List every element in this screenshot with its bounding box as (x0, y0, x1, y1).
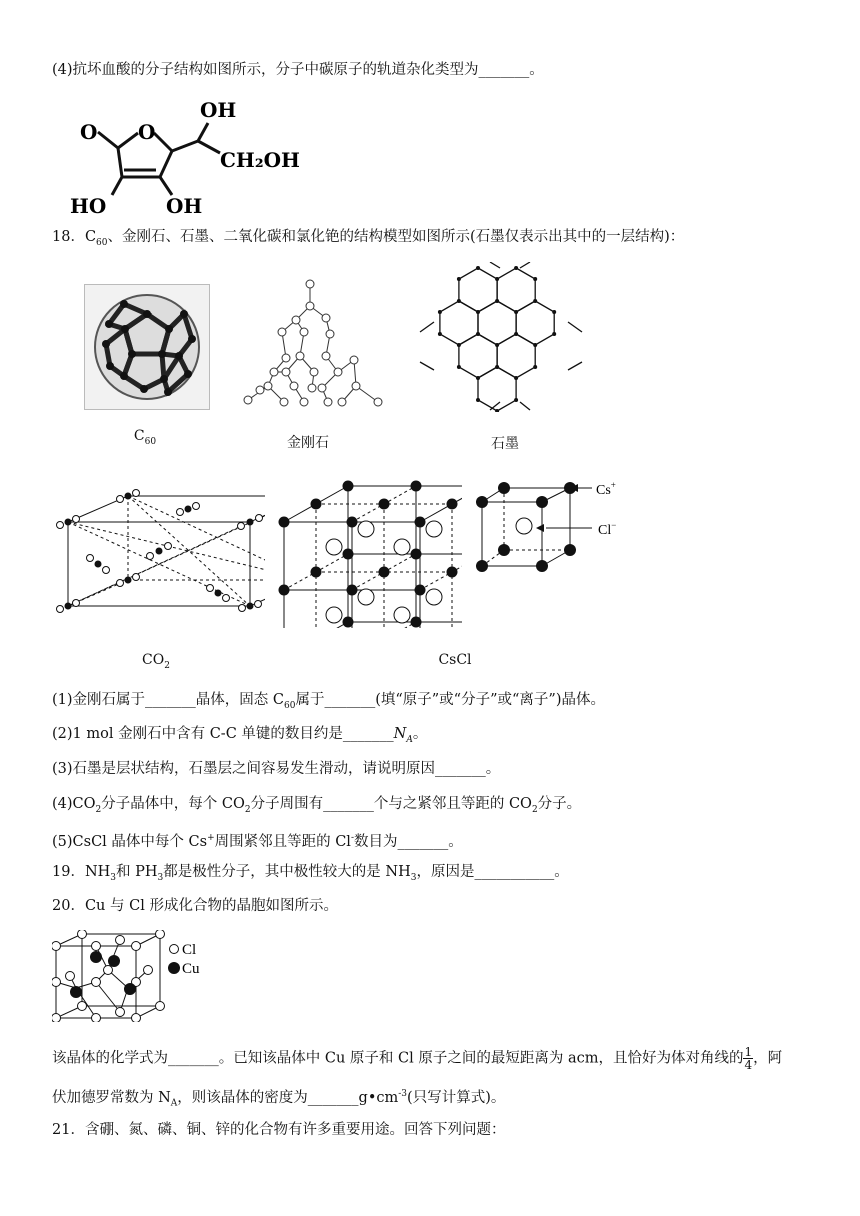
cs-ion (411, 549, 422, 560)
graphite-edge-bond (490, 402, 500, 410)
graphite-carbon-atom (457, 343, 461, 347)
question-18-2: (2)1 mol 金刚石中含有 C-C 单键的数目约是$\_\_\_\_\_\_\_N_A$。 (52, 726, 428, 745)
one-quarter-fraction: $\frac{1}{4}$ (744, 1045, 753, 1072)
cs-ion (279, 585, 290, 596)
cs-ion (347, 517, 358, 528)
graphite-caption: 石墨 (491, 436, 519, 452)
graphite-edge-bond (420, 362, 434, 370)
question-4-ascorbic: (4)抗坏血酸的分子结构如图所示，分子中碳原子的轨道杂化类型为_______。 (52, 62, 544, 78)
cl-ion (394, 539, 410, 555)
cs-ion (343, 617, 354, 628)
question-20-text-1: 该晶体的化学式为_______。已知该晶体中 Cu 原子和 Cl 原子之间的最短距离为 acm，且恰好为体对角线的 $\frac{1}{4}$ ，阿 (52, 1045, 783, 1072)
graphite-carbon-atom (514, 398, 518, 402)
graphite-hexagon (516, 301, 554, 345)
cucl-unit-cell (52, 930, 212, 1022)
oh-bottom-label: OH (166, 194, 203, 218)
co2-molecules (50, 488, 265, 638)
graphite-edge-bond (568, 362, 582, 370)
graphite-edge-bond (568, 322, 582, 332)
cs-ion (279, 517, 290, 528)
cs-ion (411, 481, 422, 492)
graphite-carbon-atom (552, 332, 556, 336)
graphite-carbon-atom (533, 299, 537, 303)
graphite-carbon-atom (495, 343, 499, 347)
cscl-lattice-line (420, 622, 462, 628)
graphite-carbon-atom (476, 266, 480, 270)
cs-ion (347, 585, 358, 596)
cs-ion (343, 549, 354, 560)
graphite-carbon-atom (476, 332, 480, 336)
graphite-carbon-atom (514, 310, 518, 314)
oh-top-label: OH (200, 98, 237, 122)
cl-ion-label: Cl− (598, 520, 617, 538)
graphite-carbon-atom (438, 332, 442, 336)
cs-ion (415, 517, 426, 528)
graphite-hexagon (440, 301, 478, 345)
c60-model (84, 284, 210, 410)
cs-ion (447, 499, 458, 510)
ring-o-label: O (138, 120, 156, 144)
question-20-intro: 20．Cu 与 Cl 形成化合物的晶胞如图所示。 (52, 898, 338, 914)
graphite-carbon-atom (552, 310, 556, 314)
graphite-hexagon (497, 334, 535, 378)
question-18-intro: 18．$C_{60}$、金刚石、石墨、二氧化碳和氯化铯的结构模型如图所示(石墨仅表示出其中的一层结构)： (52, 229, 685, 248)
legend-cl: Cl (182, 942, 197, 958)
cscl-lattice-model (272, 466, 462, 628)
graphite-carbon-atom (457, 299, 461, 303)
cs-ion (379, 499, 390, 510)
cl-ion (326, 539, 342, 555)
diamond-caption: 金刚石 (287, 435, 329, 451)
question-18-5: (5)CsCl 晶体中每个 Cs+周围紧邻且等距的 Cl-数目为_______。 (52, 833, 463, 850)
cl-ion (358, 589, 374, 605)
cl-ion (426, 589, 442, 605)
cs-ion (311, 567, 322, 578)
graphite-carbon-atom (476, 376, 480, 380)
graphite-carbon-atom (514, 266, 518, 270)
graphite-model (410, 262, 590, 412)
co2-caption: $CO_2$ (142, 652, 170, 671)
diamond-model (238, 274, 390, 410)
cscl-unit-cell (474, 474, 624, 574)
cl-ion (326, 607, 342, 623)
graphite-carbon-atom (533, 277, 537, 281)
graphite-carbon-atom (457, 365, 461, 369)
graphite-carbon-atom (495, 277, 499, 281)
cl-ion (394, 607, 410, 623)
graphite-carbon-atom (533, 365, 537, 369)
graphite-edge-bond (520, 262, 530, 268)
graphite-hexagon (478, 301, 516, 345)
graphite-carbon-atom (476, 398, 480, 402)
cs-ion (447, 567, 458, 578)
graphite-edge-bond (490, 262, 500, 268)
cscl-caption: CsCl (438, 652, 472, 668)
carbonyl-o-label: O (80, 120, 98, 144)
graphite-carbon-atom (495, 299, 499, 303)
cs-ion (411, 617, 422, 628)
question-19: 19．$NH_3$和 $PH_3$都是极性分子，其中极性较大的是 $NH_3$，原因是___________。 (52, 864, 569, 883)
graphite-carbon-atom (457, 277, 461, 281)
legend-cu: Cu (182, 961, 200, 977)
cl-ion (358, 521, 374, 537)
graphite-carbon-atom (438, 310, 442, 314)
cl-ion (426, 521, 442, 537)
c60-caption: $C_{60}$ (133, 428, 157, 447)
question-20-text-2: 伏加德罗常数为 $N_A$，则该晶体的密度为$\_\_\_\_\_\_\_g•cm^{-3}$(只写计算式)。 (52, 1089, 506, 1109)
cs-ion-label: Cs+ (596, 480, 616, 498)
graphite-carbon-atom (533, 343, 537, 347)
question-21: 21．含硼、氮、磷、铜、锌的化合物有许多重要用途。回答下列问题： (52, 1122, 506, 1138)
graphite-edge-bond (520, 402, 530, 410)
ch2oh-label: CH₂OH (220, 148, 300, 172)
graphite-hexagon (497, 268, 535, 312)
ho-left-label: HO (70, 194, 107, 218)
question-18-1: (1)金刚石属于_______晶体，固态 $C_{60}$属于_______(填“原子”或“分子”或“离子”)晶体。 (52, 692, 605, 711)
cs-ion (379, 567, 390, 578)
graphite-carbon-atom (495, 365, 499, 369)
graphite-carbon-atom (514, 376, 518, 380)
cs-ion (343, 481, 354, 492)
cs-ion (311, 499, 322, 510)
question-18-4: $(4)CO_2$分子晶体中，每个 $CO_2$分子周围有_______个与之紧邻且等距的 $CO_2$分子。 (52, 796, 582, 815)
graphite-hexagon (459, 334, 497, 378)
graphite-hexagon (459, 268, 497, 312)
graphite-edge-bond (420, 322, 434, 332)
cs-ion (415, 585, 426, 596)
graphite-carbon-atom (476, 310, 480, 314)
ascorbic-acid-structure (60, 95, 300, 220)
question-18-3: (3)石墨是层状结构，石墨层之间容易发生滑动，请说明原因_______。 (52, 761, 501, 777)
graphite-carbon-atom (514, 332, 518, 336)
